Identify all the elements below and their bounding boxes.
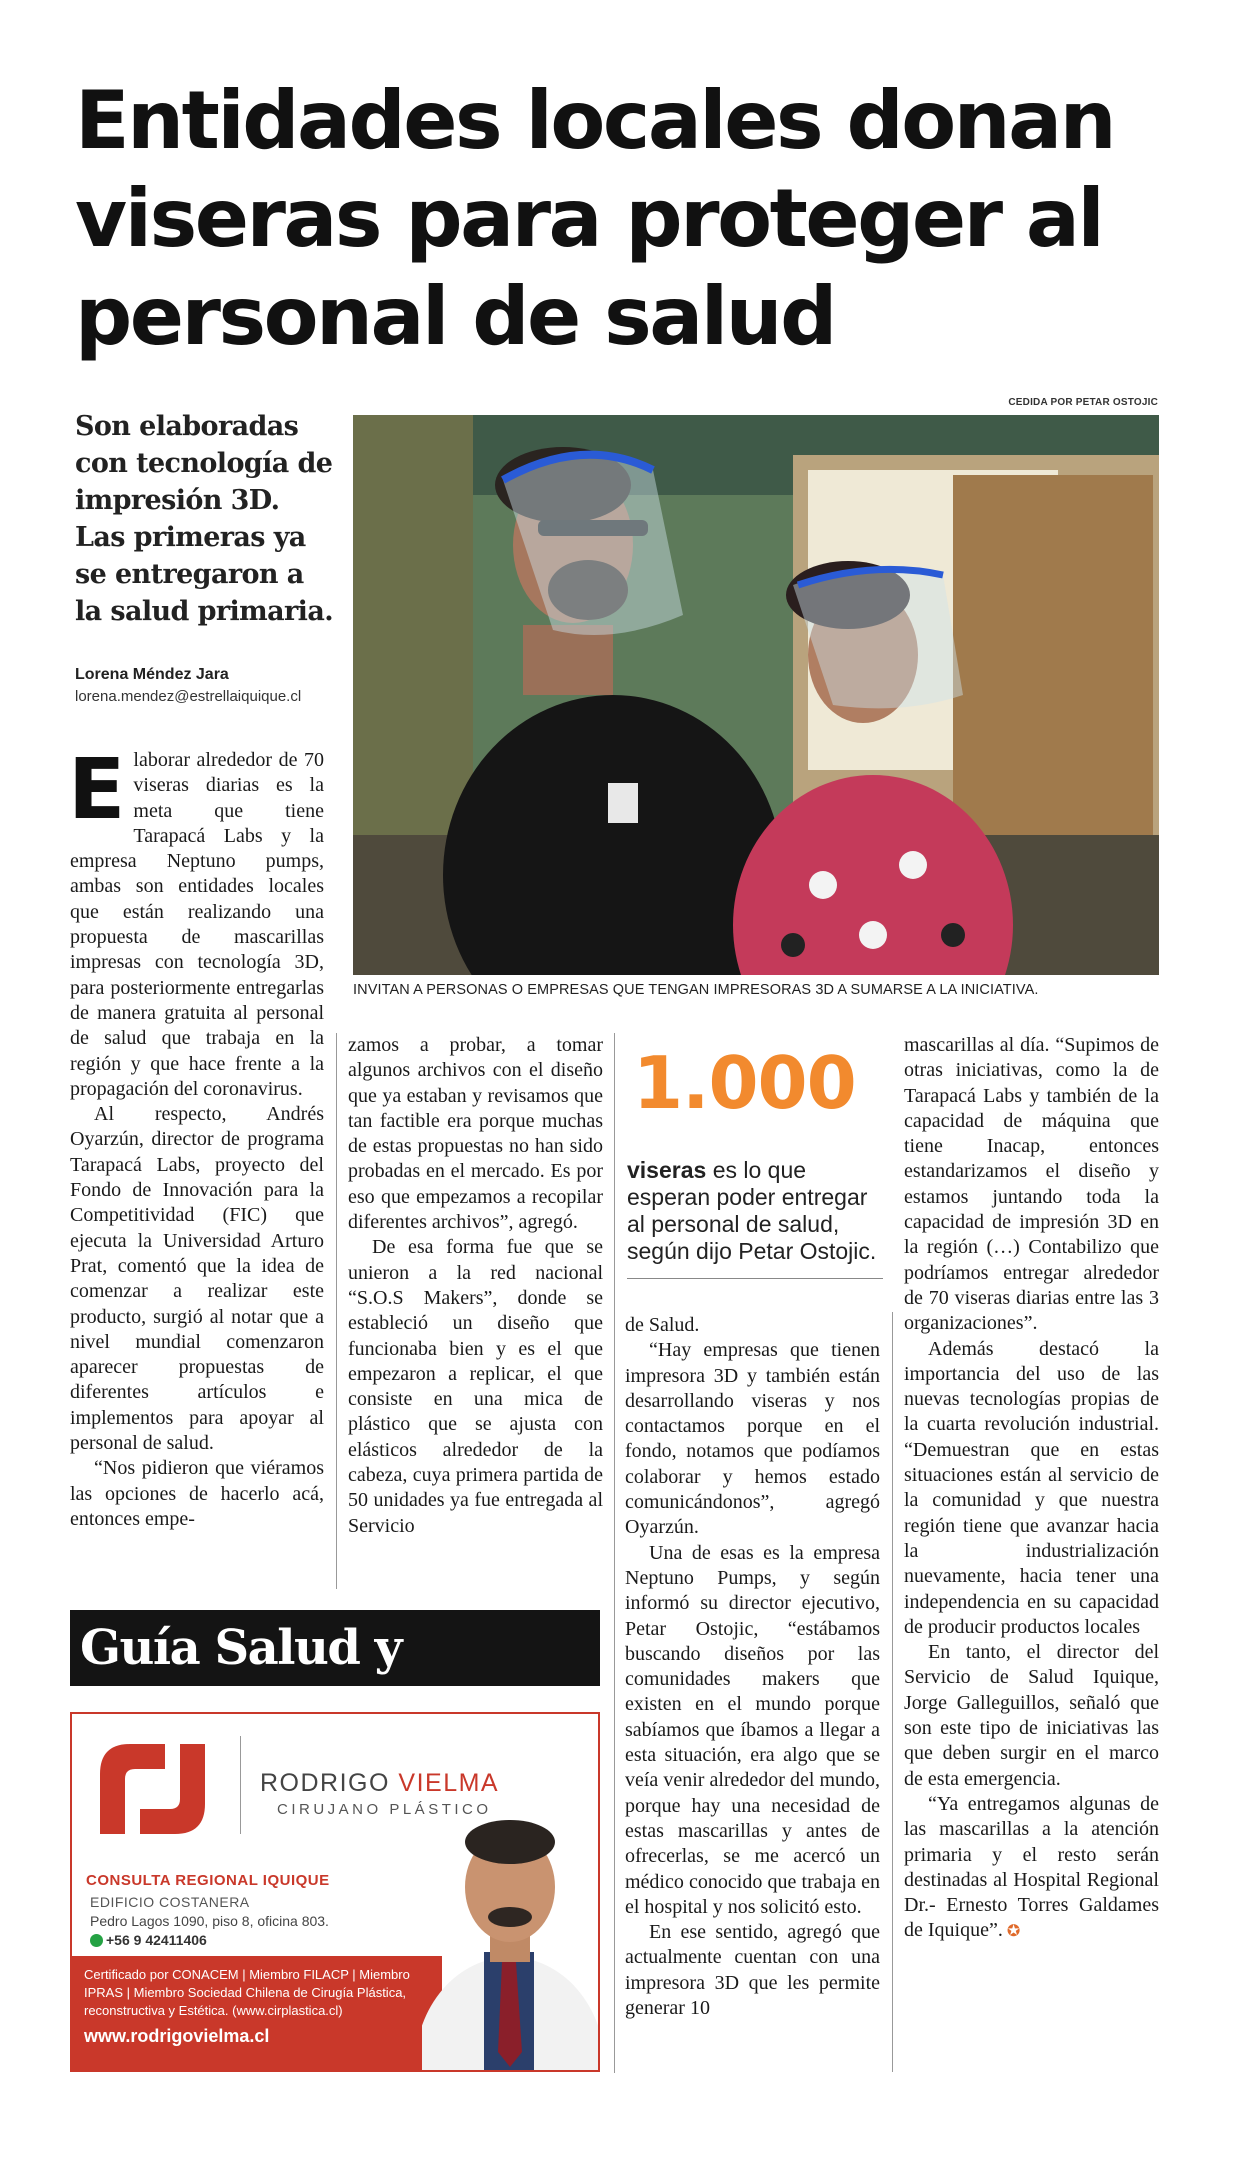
doctor-portrait — [422, 1812, 598, 2072]
section-banner: Guía Salud y — [70, 1610, 600, 1686]
article-paragraph: “Hay empresas que tienen impresora 3D y también están desarrollando viseras y nos contactamos porque en el fondo, notamos que podíamos colaborar y hemos estado comunicándonos”, agregó Oyarzún. — [625, 1339, 880, 1539]
article-paragraph: En tanto, el director del Servicio de Salud Iquique, Jorge Galleguillos, señaló que son este tipo de iniciativas las que deben surgir en el marco de esta emergencia. — [904, 1641, 1159, 1790]
ad-divider — [240, 1736, 241, 1834]
ad-credentials-panel — [72, 1956, 442, 2072]
ad-certifications: Certificado por CONACEM | Miembro FILACP | Miembro IPRAS | Miembro Sociedad Chilena de Cirugía Plástica, reconstructiva y Estética. (www.cirplastica.cl) — [84, 1967, 410, 2018]
photo-illustration — [353, 415, 1159, 975]
drop-cap: E — [68, 740, 126, 838]
article-paragraph: “Ya entregamos algunas de las mascarillas a la atención primaria y el resto serán destinadas al Hospital Regional Dr.- Ernesto Torres Galdames de Iquique”. ✪ — [904, 1792, 1159, 1942]
article-column-2 — [348, 1033, 603, 1539]
column-divider — [892, 1312, 893, 2072]
article-paragraph: De esa forma fue que se unieron a la red nacional “S.O.S Makers”, donde se estableció un diseño que funcionaba bien y es el que empezaron a replicar, el que consiste en una mica de plástico que se ajusta con elásticos alrededor de la cabeza, cuya primera partida de 50 unidades ya fue entregada al Servicio — [348, 1236, 603, 1537]
article-paragraph: zamos a probar, a tomar algunos archivos con el diseño que ya estaban y revisamos que tan factible era porque muchas de estas propuestas no han sido probadas en el mercado. Es por eso que empezamos a recopilar diferentes archivos”, agregó. — [348, 1034, 603, 1234]
article-paragraph: En ese sentido, agregó que actualmente cuentan con una impresora 3D que les permite generar 10 — [625, 1921, 880, 2020]
article-column-4 — [904, 1033, 1159, 1945]
end-mark-icon: ✪ — [1006, 1923, 1021, 1941]
article-paragraph: “Nos pidieron que viéramos las opciones de hacerlo acá, entonces empe- — [70, 1457, 324, 1530]
deck: Son elaboradas con tecnología de impresión 3D. Las primeras ya se entregaron a la salud primaria. — [75, 411, 334, 627]
article-paragraph: Además destacó la importancia del uso de las nuevas tecnologías propias de la cuarta revolución industrial. “Demuestran que en estas situaciones están al servicio de la comunidad y que nuestra región tiene que avanzar hacia la industrialización nuevamente, hacia tener una independencia en su capacidad de producir productos locales — [904, 1337, 1159, 1638]
ad-doctor-role: CIRUJANO PLÁSTICO — [277, 1801, 492, 1818]
photo-caption: INVITAN A PERSONAS O EMPRESAS QUE TENGAN IMPRESORAS 3D A SUMARSE A LA INICIATIVA. — [353, 982, 1039, 998]
article-photo — [353, 415, 1159, 975]
ad-website-link[interactable]: www.rodrigovielma.cl — [84, 2026, 270, 2046]
ad-address: Pedro Lagos 1090, piso 8, oficina 803. — [90, 1913, 329, 1929]
ad-building: EDIFICIO COSTANERA — [90, 1894, 250, 1910]
ad-doctor-name: RODRIGO VIELMA — [260, 1769, 500, 1797]
article-paragraph: mascarillas al día. “Supimos de otras iniciativas, como la de Tarapacá Labs y también de la capacidad de máquina que tiene Inacap, entonces estandarizamos el diseño y estamos juntando toda la capacidad de impresión 3D en la región (…) Contabilizo que podríamos entregar alrededor de 70 viseras diarias entre las 3 organizaciones”. — [904, 1034, 1159, 1335]
pull-quote-number: 1.000 — [633, 1041, 856, 1125]
article-paragraph: de Salud. — [625, 1314, 700, 1336]
whatsapp-icon — [90, 1934, 103, 1947]
ad-consulta: CONSULTA REGIONAL IQUIQUE — [86, 1872, 330, 1889]
article-paragraph: Una de esas es la empresa Neptuno Pumps, y según informó su director ejecutivo, Petar Ostojic, “estábamos buscando diseños por las comunidades makers que existen en el mundo porque sabíamos que íbamos a llegar a esta situación, era algo que se veía venir alrededor del mundo, porque hay una necesidad de estas mascarillas y antes de ofrecerlas, se me acercó un médico conocido que trabaja en el hospital y nos solicitó esto. — [625, 1541, 880, 1918]
pull-quote-text: viseras es lo que esperan poder entregar al personal de salud, según dijo Petar Ostojic. — [627, 1157, 877, 1264]
headline: Entidades locales donan viseras para proteger al personal de salud — [75, 74, 1115, 363]
byline-email[interactable]: lorena.mendez@estrellaiquique.cl — [75, 688, 302, 705]
column-divider — [614, 1033, 615, 2073]
pull-quote — [627, 1043, 883, 1265]
photo-credit: CEDIDA POR PETAR OSTOJIC — [1008, 397, 1158, 408]
advertisement[interactable] — [70, 1712, 600, 2072]
ad-phone[interactable]: +56 9 42411406 — [90, 1932, 207, 1948]
article-column-1 — [68, 740, 324, 1532]
byline-name: Lorena Méndez Jara — [75, 666, 229, 683]
article-paragraph: Elaborar alrededor de 70 viseras diarias es la meta que tiene Tarapacá Labs y la empresa Neptuno pumps, ambas son entidades locales que están realizando una propuesta de mascarillas impresas con tecnología 3D, para posteriormente entregarlas de manera gratuita al personal de salud que trabaja en la región y que hace frente a la propagación del coronavirus. — [68, 740, 324, 1100]
article-column-3 — [625, 1313, 880, 2021]
brand-logo-icon — [90, 1734, 220, 1844]
column-divider — [336, 1033, 337, 1589]
article-paragraph: Al respecto, Andrés Oyarzún, director de programa Tarapacá Labs, proyecto del Fondo de Innovación para la Competitividad (FIC) que ejecuta la Universidad Arturo Prat, comentó que la idea de comenzar a realizar este producto, surgió al notar que a nivel mundial comenzaron aparecer propuestas de diferentes artículos e implementos para apoyar al personal de salud. — [70, 1103, 324, 1455]
pull-quote-rule — [627, 1278, 883, 1279]
